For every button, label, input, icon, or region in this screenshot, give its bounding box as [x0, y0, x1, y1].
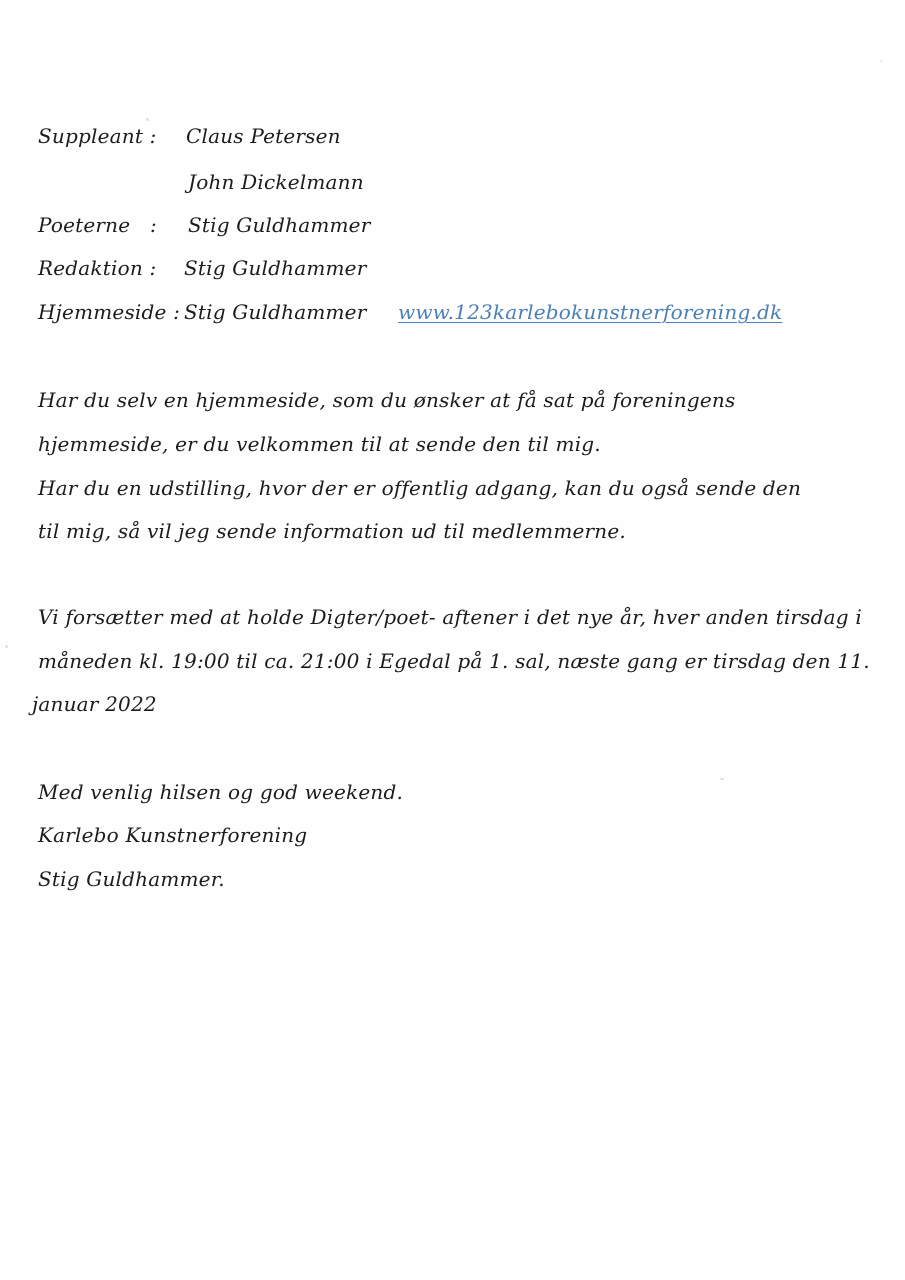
scan-speck — [880, 60, 882, 62]
closing-line: Med venlig hilsen og god weekend. — [38, 780, 404, 804]
role-label-hjemmeside: Hjemmeside : — [38, 300, 181, 324]
scan-speck — [146, 118, 149, 121]
website-link[interactable]: www.123karlebokunstnerforening.dk — [398, 300, 783, 324]
role-name-hjemmeside: Stig Guldhammer — [184, 300, 367, 324]
closing-line: Karlebo Kunstnerforening — [38, 823, 308, 847]
role-name-suppleant-2: John Dickelmann — [188, 170, 364, 194]
paragraph-line: hjemmeside, er du velkommen til at sende den til mig. — [38, 432, 601, 456]
paragraph-line: januar 2022 — [32, 692, 157, 716]
paragraph-line: måneden kl. 19:00 til ca. 21:00 i Egedal på 1. sal, næste gang er tirsdag den 11. — [38, 649, 870, 673]
paragraph-line: Har du en udstilling, hvor der er offentlig adgang, kan du også sende den — [38, 476, 802, 500]
closing-line: Stig Guldhammer. — [38, 867, 225, 891]
paragraph-line: Har du selv en hjemmeside, som du ønsker at få sat på foreningens — [38, 388, 736, 412]
scan-speck — [5, 645, 8, 648]
paragraph-line: til mig, så vil jeg sende information ud til medlemmerne. — [38, 519, 626, 543]
role-name-poeterne: Stig Guldhammer — [188, 213, 371, 237]
role-label-redaktion: Redaktion : — [38, 256, 157, 280]
role-name-redaktion: Stig Guldhammer — [184, 256, 367, 280]
scan-speck — [720, 778, 724, 780]
role-label-poeterne: Poeterne : — [38, 213, 157, 237]
paragraph-line: Vi forsætter med at holde Digter/poet- aftener i det nye år, hver anden tirsdag i — [38, 605, 862, 629]
role-label-suppleant: Suppleant : — [38, 124, 157, 148]
role-name-suppleant-1: Claus Petersen — [186, 124, 341, 148]
